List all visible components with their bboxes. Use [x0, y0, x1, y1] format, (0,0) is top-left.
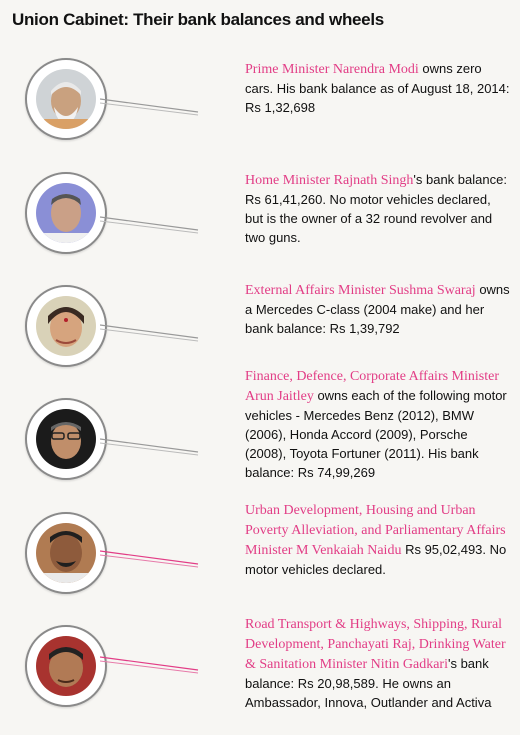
minister-description [245, 280, 510, 338]
minister-photo [36, 183, 96, 243]
pointer-line [100, 320, 200, 350]
portrait-frame [25, 625, 107, 707]
minister-name: External Affairs Minister Sushma Swaraj [245, 283, 476, 298]
minister-detail: owns a Mercedes C-class (2004 make) and her bank balance: Rs 1,39,792 [245, 282, 510, 336]
portrait-frame [25, 398, 107, 480]
minister-description [245, 59, 510, 117]
minister-description [245, 614, 510, 712]
minister-photo [36, 523, 96, 583]
minister-detail: 's bank balance: Rs 61,41,260. No motor vehicles declared, but is the owner of a 32 round revolver and two guns. [245, 172, 507, 245]
minister-description [245, 366, 510, 482]
portrait-frame [25, 285, 107, 367]
minister-photo [36, 296, 96, 356]
minister-description [245, 500, 510, 579]
minister-name: Urban Development, Housing and Urban Poverty Alleviation, and Parliamentary Affairs Minister M Venkaiah Naidu [245, 503, 506, 558]
page-title: Union Cabinet: Their bank balances and wheels [12, 10, 384, 29]
pointer-line [100, 546, 200, 576]
minister-name: Road Transport & Highways, Shipping, Rural Development, Panchayati Raj, Drinking Water & Sanitation Minister Nitin Gadkari [245, 617, 506, 672]
pointer-line [100, 434, 200, 464]
pointer-line [100, 94, 200, 124]
minister-description [245, 170, 510, 247]
minister-name: Home Minister Rajnath Singh [245, 173, 414, 188]
pointer-line [100, 212, 200, 242]
minister-detail: owns zero cars. His bank balance as of August 18, 2014: Rs 1,32,698 [245, 61, 510, 115]
minister-detail: Rs 95,02,493. No motor vehicles declared. [245, 542, 507, 577]
minister-photo [36, 636, 96, 696]
minister-name: Prime Minister Narendra Modi [245, 62, 419, 77]
minister-photo [36, 69, 96, 129]
minister-detail: owns each of the following motor vehicles - Mercedes Benz (2012), BMW (2006), Honda Accord (2009), Porsche (2008), Toyota Fortuner (2011). His bank balance: Rs 74,99,269 [245, 388, 507, 480]
minister-name: Finance, Defence, Corporate Affairs Minister Arun Jaitley [245, 369, 499, 404]
portrait-frame [25, 172, 107, 254]
minister-photo [36, 409, 96, 469]
pointer-line [100, 652, 200, 682]
portrait-frame [25, 58, 107, 140]
portrait-frame [25, 512, 107, 594]
minister-detail: 's bank balance: Rs 20,98,589. He owns an Ambassador, Innova, Outlander and Activa [245, 656, 492, 710]
